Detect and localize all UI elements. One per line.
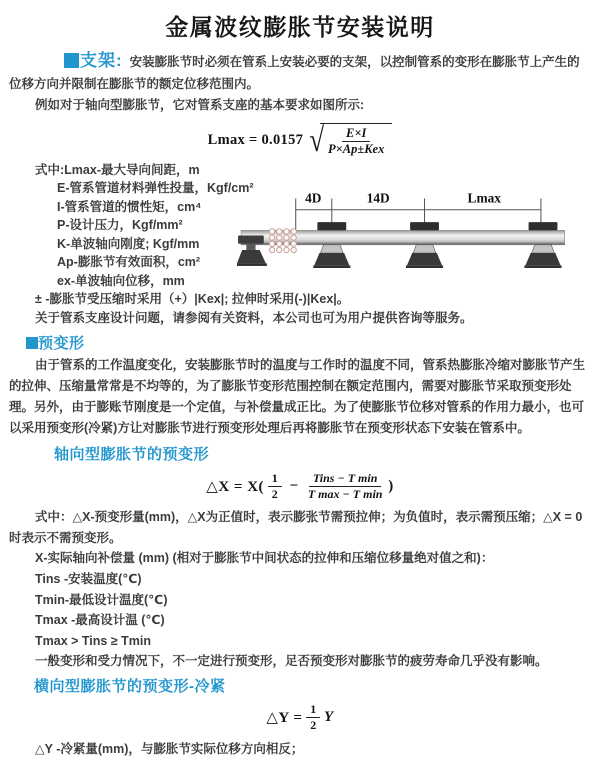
definitions-and-diagram [9, 161, 591, 328]
formula-axial-predeform [0, 471, 600, 502]
lateral-predeform-heading: 横向型膨胀节的预变形-冷紧 [34, 678, 226, 695]
page-title: 金属波纹膨胀节安装说明 [165, 14, 435, 40]
support-section-heading: 支架: [80, 51, 123, 70]
definition-line: ex-单波轴向位移，mm [57, 273, 185, 288]
formula-lateral-predeform [0, 702, 600, 733]
anchor-support-icon [237, 235, 267, 265]
formula-lmax [0, 120, 600, 159]
tins-line: Tins -安装温度(℃) [35, 572, 142, 587]
temperature-relation-line: Tmax > Tins ≥ Tmin [35, 633, 152, 648]
formula-axial-lhs: △X = X( [206, 479, 265, 496]
dim-label-4d: 4D [305, 190, 322, 206]
definition-line: E-管系管道材料弹性投量，Kgf/cm² [57, 181, 254, 196]
support-section-paragraph [9, 50, 591, 95]
definition-line: K-单波轴向刚度; Kgf/mm [57, 236, 200, 251]
formula-lmax-numerator: E×I [342, 126, 370, 143]
minus-operator: − [289, 478, 299, 495]
definition-line: P-设计压力，Kgf/mm² [57, 218, 183, 233]
tmin-line: Tmin-最低设计温度(℃) [35, 592, 168, 607]
x-definition-line: X-实际轴向补偿量 (mm) (相对于膨胀节中间状态的拉伸和压缩位移量绝对值之和)： [35, 551, 494, 566]
pipe [241, 230, 565, 244]
formula-lmax-fraction [326, 126, 386, 158]
predeform-section-heading: 预变形 [26, 332, 591, 353]
formula-axial-rhs: ) [388, 478, 394, 495]
definition-line: I-管系管道的惯性矩，cm⁴ [57, 199, 202, 214]
formula-lateral-rhs: Y [323, 709, 334, 725]
formula-lmax-lhs: Lmax = 0.0157 [207, 131, 304, 148]
temperature-fraction: $\frac{\text{Tins − T min}}{\text{T max − T min}}$ [307, 471, 383, 502]
y-definition-line: △Y -冷紧量(mm)，与膨胀节实际位移方向相反； [35, 742, 304, 756]
definition-line: 关于管系支座设计问题，请参阅有关资料，本公司也可为用户提供咨询等服务。 [35, 310, 473, 325]
radical-sign: √ [309, 120, 325, 159]
support-section-body: 安装膨胀节时必须在管系上安装必要的支架，以控制管系的变形在膨胀节上产生的位移方向并限制在膨胀节的额定位移范围内。 [9, 55, 580, 91]
pipe-support-spacing-diagram [237, 185, 577, 283]
section-marker-icon [26, 337, 38, 349]
definition-line: Ap-膨胀节有效面积，cm² [57, 255, 201, 270]
predeform-paragraph: 由于管系的工作温度变化，安装膨胀节时的温度与工作时的温度不同，管系热膨胀冷缩对膨胀节产生的拉伸、压缩量常常是不均等的，为了膨胀节变形范围控制在额定范围内，需要对膨胀节采取预变形处理。另外，由于膨账节刚度是一个定值，与补偿量成正比。为了使膨胀节位移对管系的作用力最小，也可以采用预变形(冷紧)方让对膨胀节进行预变形处理后再将膨胀节在预变形状态下安装在管系中。 [9, 358, 586, 435]
support-example-line: 例如对于轴向型膨胀节，它对管系支座的基本要求如图所示: [35, 98, 365, 112]
formula-lmax-denominator: P×Ap±Kex [328, 142, 385, 157]
dim-label-14d: 14D [366, 190, 390, 206]
axial-explain-paragraph: 式中：△X-预变形量(mm)，△X为正值时，表示膨张节需预拉伸；为负值时，表示需预压缩；△X = 0时表示不需预变形。 [9, 510, 583, 545]
axial-note-line: 一般变形和受力情况下，不一定进行预变形，足否预变形对膨胀节的疲劳寿命几乎没有影响。 [35, 654, 548, 669]
formula-lateral-lhs: △Y = [266, 710, 303, 726]
one-half-fraction: $\frac{1}{2}$ [306, 702, 320, 733]
tmax-line: Tmax -最高设计温 (℃) [35, 613, 165, 628]
section-marker-icon [64, 53, 79, 68]
definition-line: 式中:Lmax-最大导向间距，m [35, 162, 200, 177]
dim-label-lmax: Lmax [467, 190, 501, 206]
axial-predeform-heading: 轴向型膨胀节的预变形 [54, 446, 210, 464]
definition-line: ± -膨胀节受压缩时采用（+）|Kex|; 拉伸时采用(-)|Kex|。 [35, 292, 350, 307]
one-half-fraction: $\frac{1}{2}$ [268, 471, 282, 502]
